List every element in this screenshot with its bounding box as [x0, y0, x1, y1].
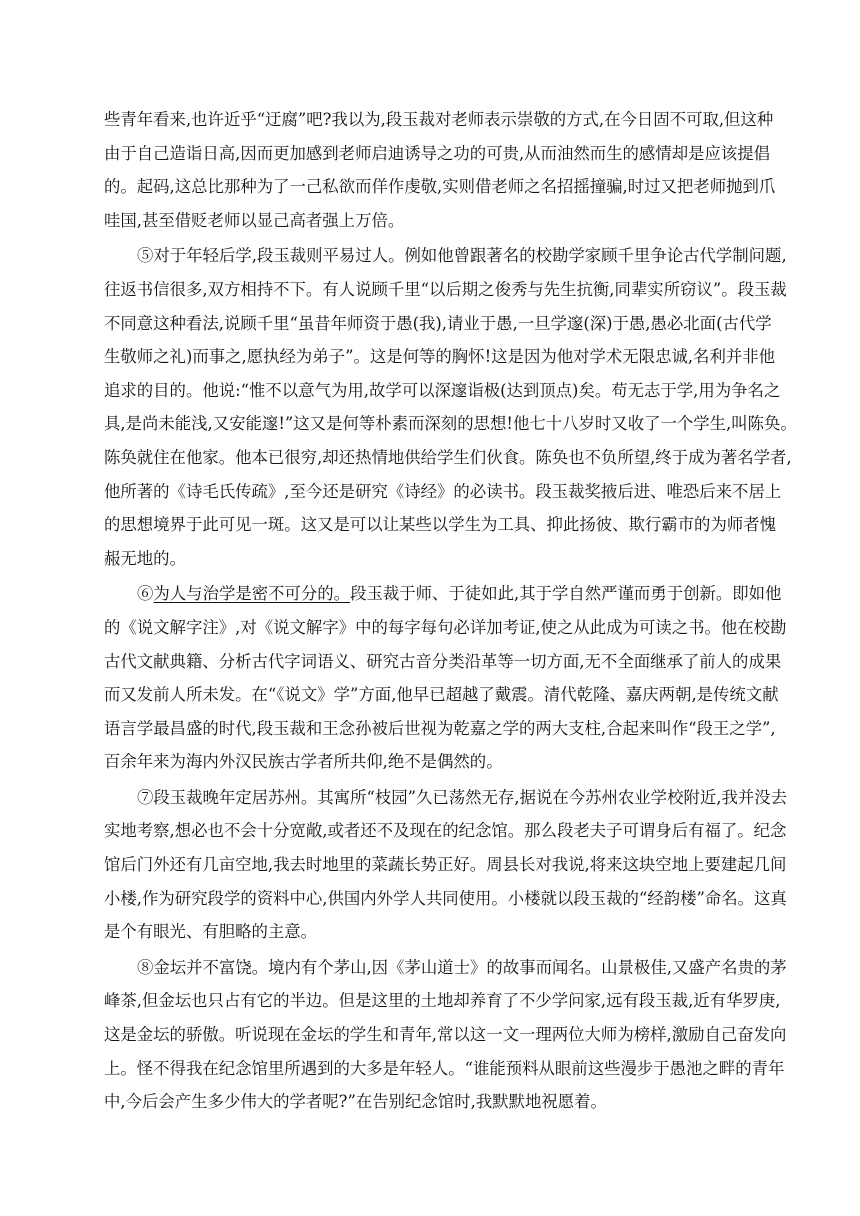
text-line: 哇国,甚至借贬老师以显己高者强上万倍。	[104, 210, 405, 230]
text-line: 上。怪不得我在纪念馆里所遇到的大多是年轻人。“谁能预料从眼前这些漫步于愚池之畔的青年	[104, 1058, 785, 1078]
article-body	[104, 103, 797, 1119]
text-line: 小楼,作为研究段学的资料中心,供国内外学人共同使用。小楼就以段玉裁的“经韵楼”命名。这真	[104, 888, 787, 908]
text-line: 百余年来为海内外汉民族古学者所共仰,绝不是偶然的。	[104, 752, 503, 772]
text-line: 追求的目的。他说:“惟不以意气为用,故学可以深邃诣极(达到顶点)矣。苟无志于学,用为争名之	[104, 380, 781, 400]
text-line: 他所著的《诗毛氏传疏》,至今还是研究《诗经》的必读书。段玉裁奖掖后进、唯恐后来不居上	[104, 481, 782, 501]
paragraph-7	[104, 781, 794, 949]
text-line: 不同意这种看法,说顾千里“虽昔年师资于愚(我),请业于愚,一旦学邃(深)于愚,愚必北面(古代学	[104, 313, 772, 333]
text-line: 的。起码,这总比那种为了一己私欲而佯作虔敬,实则借老师之名招摇撞骗,时过又把老师抛到爪	[104, 177, 776, 197]
text-line: 的《说文解字注》,对《说文解字》中的每字每句必详加考证,使之从此成为可读之书。他在校勘	[104, 617, 787, 637]
paragraph-8	[104, 951, 794, 1119]
paragraph-5	[104, 239, 797, 575]
paragraph-4-continued	[104, 103, 794, 237]
text-line: 峰茶,但金坛也只占有它的半边。但是这里的土地却养育了不少学问家,远有段玉裁,近有华罗庚,	[104, 991, 781, 1011]
text-line: ⑦段玉裁晚年定居苏州。其寓所“枝园”久已荡然无存,据说在今苏州农业学校附近,我并没去	[137, 787, 788, 807]
text-line: 些青年看来,也许近乎“迂腐”吧?我以为,段玉裁对老师表示崇敬的方式,在今日固不可取,但这种	[104, 110, 774, 129]
text-line: 语言学最昌盛的时代,段玉裁和王念孙被后世视为乾嘉之学的两大支柱,合起来叫作“段王之学”,	[104, 718, 776, 738]
text-line: 由于自己造诣日高,因而更加感到老师启迪诱导之功的可贵,从而油然而生的感情却是应该提倡	[104, 143, 771, 163]
text-line: 赧无地的。	[104, 548, 186, 568]
text-line: 是个有眼光、有胆略的主意。	[104, 922, 318, 942]
text-line: ⑤对于年轻后学,段玉裁则平易过人。例如他曾跟著名的校勘学家顾千里争论古代学制问题,	[137, 246, 787, 266]
text-line: 往返书信很多,双方相持不下。有人说顾千里“以后期之俊秀与先生抗衡,同辈实所窃议”。段玉裁	[104, 279, 787, 299]
text-line: 的思想境界于此可见一斑。这又是可以让某些以学生为工具、抑此扬彼、欺行霸市的为师者愧	[104, 515, 777, 535]
underlined-sentence: 为人与治学是密不可分的。	[153, 584, 351, 604]
text-line: 这是金坛的骄傲。听说现在金坛的学生和青年,常以这一文一理两位大师为榜样,激励自己奋发向	[104, 1025, 787, 1045]
text-line: ⑧金坛并不富饶。境内有个茅山,因《茅山道士》的故事而闻名。山景极佳,又盛产名贵的茅	[137, 957, 787, 977]
text-line: 中,今后会产生多少伟大的学者呢?”在告别纪念馆时,我默默地祝愿着。	[104, 1092, 607, 1112]
paragraph-number: ⑥	[137, 584, 154, 604]
text-line: 陈奂就住在他家。他本已很穷,却还热情地供给学生们伙食。陈奂也不负所望,终于成为著名学者,	[104, 447, 792, 467]
text-line: 生敬师之礼)而事之,愿执经为弟子”。这是何等的胸怀!这是因为他对学术无限忠诚,名利并非他	[104, 347, 776, 367]
text-line: 具,是尚未能浅,又安能邃!”这又是何等朴素而深刻的思想!他七十八岁时又收了一个学生,叫陈奂。	[104, 414, 797, 434]
text-span: 段玉裁于师、于徒如此,其于学自然严谨而勇于创新。即如他	[350, 584, 782, 604]
text-line	[104, 577, 794, 611]
text-line: 而又发前人所未发。在“《说文》学”方面,他早已超越了戴震。清代乾隆、嘉庆两朝,是传统文献	[104, 685, 779, 705]
text-line: 馆后门外还有几亩空地,我去时地里的菜蔬长势正好。周县长对我说,将来这块空地上要建起几间	[104, 855, 787, 875]
text-line: 实地考察,想必也不会十分宽敞,或者还不及现在的纪念馆。那么段老夫子可谓身后有福了。纪念	[104, 821, 787, 841]
paragraph-6	[104, 577, 794, 779]
text-line: 古代文献典籍、分析古代字词语义、研究古音分类沿革等一切方面,无不全面继承了前人的成果	[104, 651, 782, 671]
